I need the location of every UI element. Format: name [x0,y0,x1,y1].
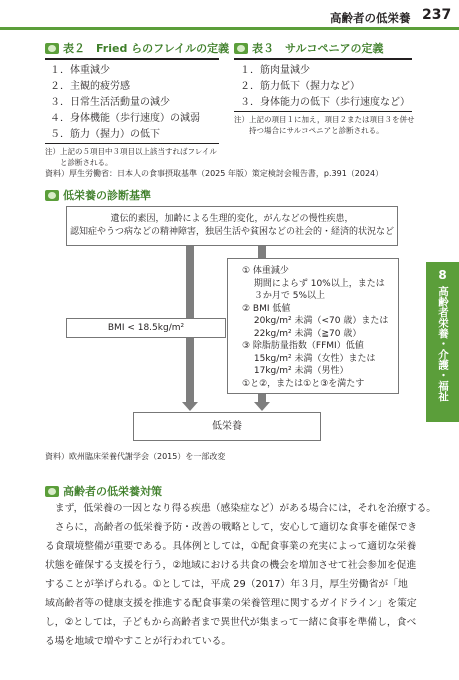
table-source: 資料）厚生労働省：日本人の食事摂取基準（2025 年版）策定検討会報告書，p.391（2024） [45,169,384,178]
measures-paragraph [45,499,436,651]
arrow-down-icon [182,402,198,411]
criteria-line: 22kg/m² 未満（≧70 歳） [242,328,362,339]
criteria-line: ③ 除脂肪量指数（FFMI）低値 [242,341,364,351]
list-item: １．体重減少 [50,65,110,76]
criteria-box [227,258,399,394]
measures-title: 高齢者の低栄養対策 [63,485,162,498]
list-item: ３．日常生活活動量の減少 [50,97,170,108]
running-header-title: 高齢者の低栄養 [330,11,411,25]
arrow-down-icon [254,402,270,411]
table2-title: 表２ Fried らのフレイルの定義 [63,42,230,55]
list-item: ２．筋力低下（握力など） [240,81,360,92]
criteria-line: 15kg/m² 未満（女性）または [242,353,376,364]
table2-bottom-rule [45,143,219,144]
bmi-box: BMI < 18.5kg/m² [66,318,226,338]
table3-heading [234,40,383,56]
section-bullet-icon [45,43,59,54]
table2-top-rule [45,58,219,60]
list-item: ２．主観的疲労感 [50,81,130,92]
criteria-line: ３か月で 5%以上 [242,291,325,301]
note-line: 持つ場合にサルコペニアと診断される。 [234,126,384,135]
paragraph-line: 域高齢者等の健康支援を推進する配食事業の栄養管理に関するガイドライン」を策定 [45,598,417,609]
page-number: 237 [422,7,452,23]
criteria-line: 20kg/m² 未満（<70 歳）または [242,316,389,326]
causes-line: 遺伝的素因，加齢による生理的変化，がんなどの慢性疾患， [110,214,354,224]
list-item: ３．身体能力の低下（歩行速度など） [240,97,410,108]
table2-note [45,146,217,168]
list-item: ４．身体機能（歩行速度）の減弱 [50,113,200,124]
arrow-heads [176,402,276,412]
paragraph-line: る場を地域で増やすことが行われている。 [45,636,232,647]
list-item: ５．筋力（握力）の低下 [50,129,160,140]
chapter-tab [426,262,459,422]
table3-bottom-rule [234,111,412,112]
criteria-line: ①と②，または①と③を満たす [242,378,365,389]
diagnosis-heading [45,187,151,203]
table3-top-rule [234,58,412,60]
causes-box [66,206,398,246]
list-item: １．筋肉量減少 [240,65,310,76]
chapter-number: 8 [438,268,447,282]
chapter-title: 高齢者栄養・介護・福祉 [437,286,449,402]
paragraph-line: し，②としては，子どもから高齢者まで異世代が集まって一緒に食事を準備し，食べ [45,617,417,628]
table2-list [50,63,200,143]
table2-heading [45,40,229,56]
criteria-line: 期間によらず 10%以上，または [242,278,385,289]
note-line: 注）上記の５項目中３項目以上該当すればフレイル [45,147,217,156]
paragraph-line: することが挙げられる。①としては，平成 29（2017）年３月，厚生労働省が「地 [45,579,408,590]
paragraph-line: 状態を確保する支援を行う，②地域における共食の機会を増加させて社会参加を促進 [45,560,417,571]
measures-heading [45,483,162,499]
note-line: 注）上記の項目１に加え，項目２または項目３を併せ [234,115,415,124]
criteria-line: 17kg/m² 未満（男性） [242,366,349,376]
table3-list [240,63,410,111]
table3-title: 表３ サルコペニアの定義 [252,42,384,55]
connector-bar-right-top [258,246,266,258]
section-bullet-icon [234,43,248,54]
section-bullet-icon [45,190,59,201]
note-line: と診断される。 [45,158,113,167]
table3-note [234,114,414,136]
diagnosis-title: 低栄養の診断基準 [63,189,151,202]
criteria-line: ① 体重減少 [242,266,289,276]
criteria-line: ② BMI 低値 [242,303,291,314]
paragraph-line: る食環境整備が重要である。具体例としては，①配食事業の充実によって適切な栄養 [45,541,417,552]
section-bullet-icon [45,486,59,497]
header-rule [0,27,459,30]
causes-line: 認知症やうつ病などの精神障害，独居生活や貧困などの社会的・経済的状況など [69,227,394,237]
paragraph-line: まず，低栄養の一因となり得る疾患（感染症など）がある場合には，それを治療する。 [45,503,437,514]
result-box: 低栄養 [133,412,321,441]
paragraph-line: さらに，高齢者の低栄養予防・改善の戦略として，安心して適切な食事を確保でき [45,522,418,533]
diagram-source: 資料）欧州臨床栄養代謝学会（2015）を一部改変 [45,452,226,461]
